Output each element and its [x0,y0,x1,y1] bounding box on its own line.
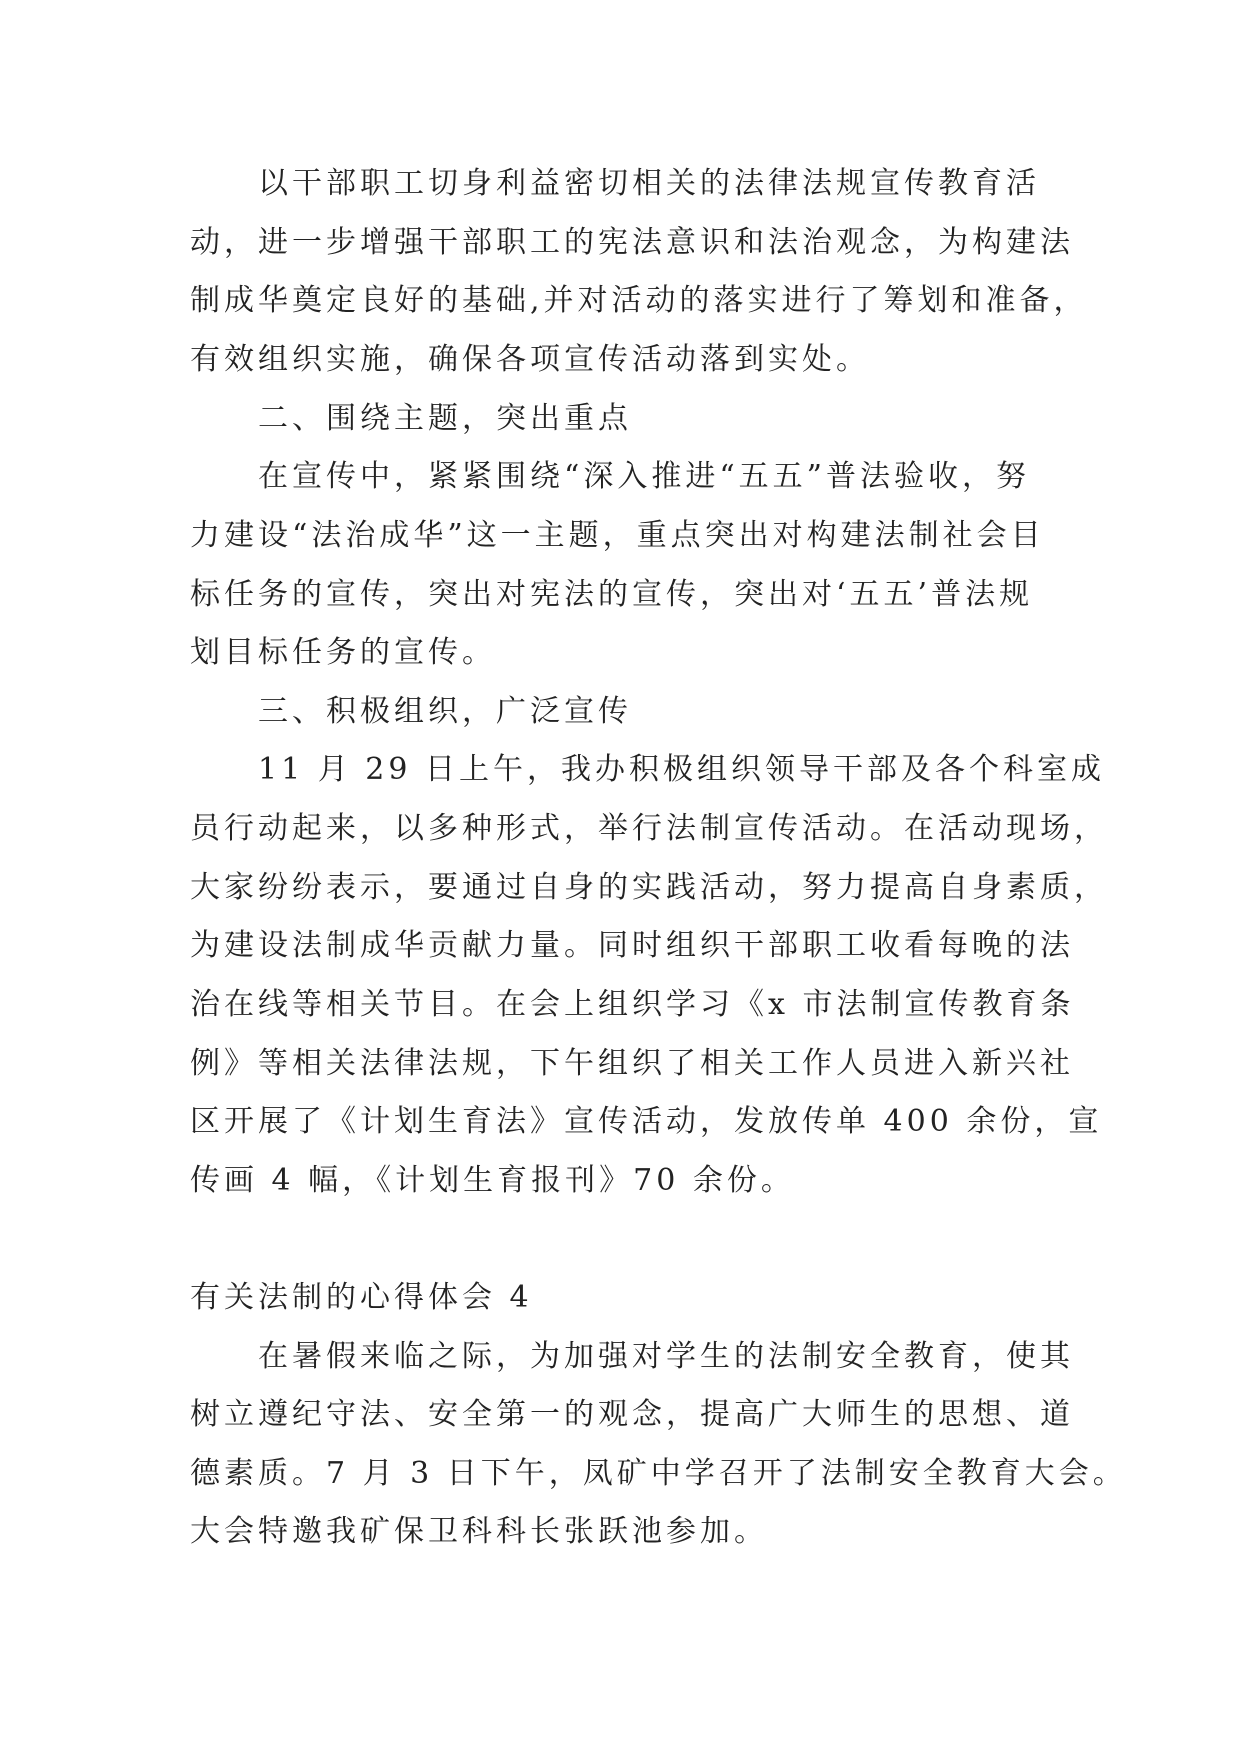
paragraph-line: 制成华奠定良好的基础,并对活动的落实进行了筹划和准备， [190,283,1088,318]
paragraph-line: 动，进一步增强干部职工的宪法意识和法治观念，为构建法 [190,225,1074,260]
paragraph-line: 治在线等相关节目。在会上组织学习《x 市法制宣传教育条 [190,987,1075,1022]
paragraph-line: 传画 4 幅，《计划生育报刊》70 余份。 [190,1163,795,1198]
paragraph-line: 标任务的宣传，突出对宪法的宣传，突出对‘五五’普法规 [190,577,1034,612]
paragraph-line: 例》等相关法律法规，下午组织了相关工作人员进入新兴社 [190,1046,1074,1081]
paragraph-line: 大会特邀我矿保卫科科长张跃池参加。 [190,1514,768,1549]
paragraph-line: 在宣传中，紧紧围绕“深入推进“五五”普法验收，努 [258,459,1031,494]
paragraph-line: 区开展了《计划生育法》宣传活动，发放传单 400 余份，宣 [190,1104,1103,1139]
paragraph-line: 划目标任务的宣传。 [190,635,496,670]
paragraph-line: 为建设法制成华贡献力量。同时组织干部职工收看每晚的法 [190,928,1074,963]
paragraph-line: 员行动起来，以多种形式，举行法制宣传活动。在活动现场， [190,811,1108,846]
paragraph-line: 11 月 29 日上午，我办积极组织领导干部及各个科室成 [258,752,1105,787]
section-heading: 二、围绕主题，突出重点 [258,401,632,436]
paragraph-line: 有效组织实施，确保各项宣传活动落到实处。 [190,342,870,377]
paragraph-line: 树立遵纪守法、安全第一的观念，提高广大师生的思想、道 [190,1397,1074,1432]
document-heading: 有关法制的心得体会 4 [190,1280,533,1315]
paragraph-line: 以干部职工切身利益密切相关的法律法规宣传教育活 [258,166,1040,201]
paragraph-line: 在暑假来临之际，为加强对学生的法制安全教育，使其 [258,1339,1074,1374]
paragraph-line: 德素质。7 月 3 日下午，凤矿中学召开了法制安全教育大会。 [190,1456,1127,1491]
paragraph-line: 大家纷纷表示，要通过自身的实践活动，努力提高自身素质， [190,870,1108,905]
section-heading: 三、积极组织，广泛宣传 [258,694,632,729]
paragraph-line: 力建设“法治成华”这一主题，重点突出对构建法制社会目 [190,518,1045,553]
